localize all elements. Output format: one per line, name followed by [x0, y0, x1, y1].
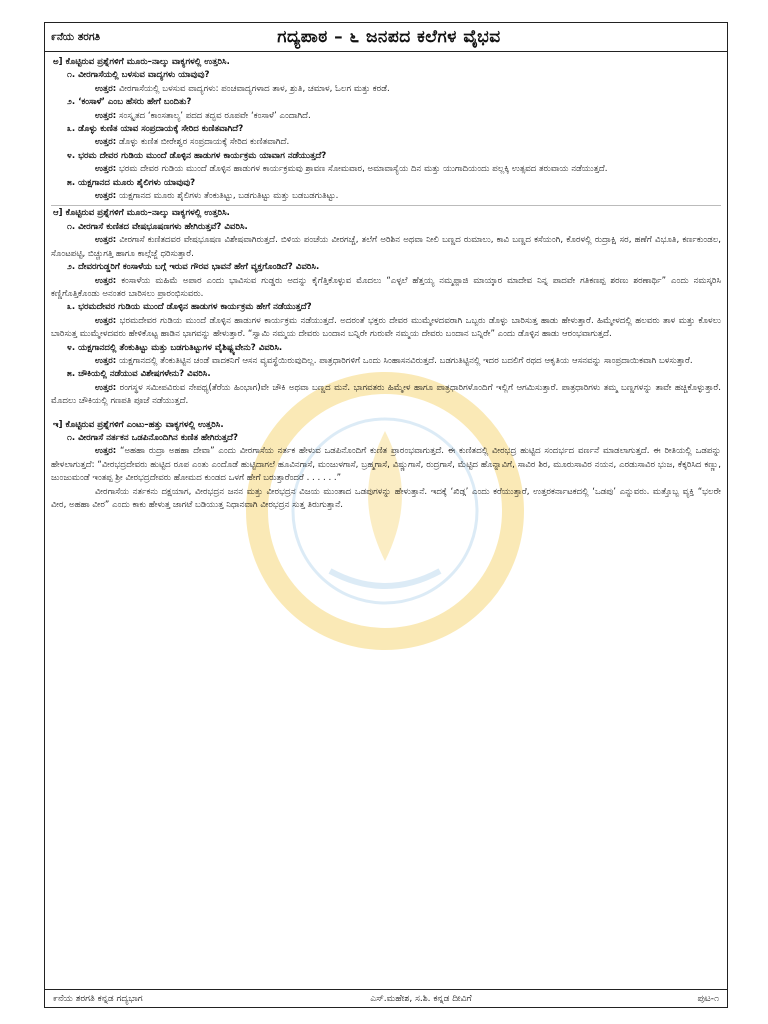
answer-label: ಉತ್ತರ:	[95, 235, 117, 246]
answer-text: ಕಂಸಾಳೆಯ ಮಹಿಮೆ ಅಪಾರ ಎಂದು ಭಾವಿಸುವ ಗುಡ್ಡರು ಅದನ್ನು ಕೈಗೆತ್ತಿಕೊಳ್ಳುವ ಮೊದಲು “ಎಳ್ಳಲೆ ಹೆತ್ತಯ್ಯ ನಮ್ಮಪ್ಪಾಜಿ ಮಾಯ್ಕಾರ ಮಾದೇವ ನಿನ್ನ ಪಾದವೇ ಗತಿಕಣಪ್ಪ ಶರಣು ಶರಣಾರ್ಥಿ” ಎಂದು ನಮಸ್ಕರಿಸಿ ಕಣ್ಣಿಗೊತ್ತಿಕೊಂಡು ಅನಂತರ ಬಾರಿಸಲು ಪ್ರಾರಂಭಿಸುವರು.	[51, 275, 722, 299]
answer-text: ಸಂಸ್ಕೃತದ ‘ಕಾಂಸತಾಲ್ಯ’ ಪದದ ತದ್ಭವ ರೂಪವೇ ‘ಕಂಸಾಳೆ’ ಎಂದಾಗಿದೆ.	[118, 110, 311, 121]
answer-label: ಉತ್ತರ:	[95, 382, 117, 393]
answer-text: ಭರಮ ದೇವರ ಗುಡಿಯ ಮುಂದೆ ಡೊಳ್ಳಿನ ಹಾಡುಗಳ ಕಾರ್ಯಕ್ರಮವು ಶ್ರಾವಣ ಸೋಮವಾರ, ಅಮಾವಾಸ್ಯೆಯ ದಿನ ಮತ್ತು ಯುಗಾದಿಯಂದು ಪಲ್ಲಕ್ಕಿ ಉತ್ಸವದ ತರುವಾಯ ನಡೆಯುತ್ತದೆ.	[118, 164, 608, 175]
question: ೩. ಡೊಳ್ಳು ಕುಣಿತ ಯಾವ ಸಂಪ್ರದಾಯಕ್ಕೆ ಸೇರಿದ ಕುಣಿತವಾಗಿದೆ?	[67, 124, 244, 135]
spacer	[51, 409, 721, 419]
answer	[51, 83, 721, 96]
answer	[51, 355, 721, 368]
worksheet-page	[44, 22, 728, 1008]
section-c-heading: ಇ] ಕೊಟ್ಟಿರುವ ಪ್ರಶ್ನೆಗಳಿಗೆ ಎಂಟು–ಹತ್ತು ವಾಕ್ಯಗಳಲ್ಲಿ ಉತ್ತರಿಸಿ.	[53, 419, 224, 430]
footer-center: ಎಸ್.ಮಹೇಶ, ಸ.ಶಿ. ಕನ್ನಡ ದೀವಿಗೆ	[370, 993, 472, 1004]
answer-text: ರಂಗಸ್ಥಳ ಸಮೀಪವಿರುವ ನೇಪಥ್ಯ(ತೆರೆಯ ಹಿಂಭಾಗ)ವೇ ಚೌಕಿ ಅಥವಾ ಬಣ್ಣದ ಮನೆ. ಭಾಗವತರು ಹಿಮ್ಮೇಳ ಹಾಗೂ ಪಾತ್ರಧಾರಿಗಳೊಂದಿಗೆ ಇಲ್ಲಿಗೆ ಆಗಮಿಸುತ್ತಾರೆ. ಪಾತ್ರಧಾರಿಗಳು ತಮ್ಮ ಬಣ್ಣಗಳನ್ನು ತಾವೇ ಹಚ್ಚಿಕೊಳ್ಳುತ್ತಾರೆ. ಮೊದಲು ಚೌಕಿಯಲ್ಲಿ ಗಣಪತಿ ಪೂಜೆ ನಡೆಯುತ್ತದೆ.	[51, 382, 722, 407]
answer	[51, 445, 721, 485]
question: ೨. ‘ಕಂಸಾಳೆ’ ಎಂಬ ಹೆಸರು ಹೇಗೆ ಬಂದಿತು?	[67, 97, 192, 108]
answer	[51, 382, 721, 409]
answer-text: ಯಕ್ಷಗಾನದಲ್ಲಿ ತೆಂಕುತಿಟ್ಟಿನ ಚಂಡೆ ವಾದಕನಿಗೆ ಆಸನ ವ್ಯವಸ್ಥೆಯಿರುವುದಿಲ್ಲ. ಪಾತ್ರಧಾರಿಗಳಿಗೆ ಒಂದು ಸಿಂಹಾಸನವಿರುತ್ತದೆ. ಬಡಗುತಿಟ್ಟಿನಲ್ಲಿ ಇದರ ಬದಲಿಗೆ ರಥದ ಆಕೃತಿಯ ಆಸನವನ್ನು ಸಾಂಪ್ರದಾಯಿಕವಾಗಿ ಬಳಸುತ್ತಾರೆ.	[118, 355, 693, 366]
footer-left: ೯ನೆಯ ತರಗತಿ ಕನ್ನಡ ಗದ್ಯಭಾಗ	[53, 993, 143, 1004]
answer-label: ಉತ್ತರ:	[95, 137, 117, 148]
answer	[51, 163, 721, 176]
answer-label: ಉತ್ತರ:	[95, 164, 117, 175]
page-number: ಪುಟ-೧	[697, 993, 719, 1004]
answer	[51, 110, 721, 123]
answer-text: ವೀರಗಾಸೆಯಲ್ಲಿ ಬಳಸುವ ವಾದ್ಯಗಳು: ಪಂಚವಾದ್ಯಗಳಾದ ತಾಳ, ಶ್ರುತಿ, ಚಮಾಳ, ಓಲಗ ಮತ್ತು ಕರಡೆ.	[118, 83, 390, 94]
answer-label: ಉತ್ತರ:	[95, 110, 117, 121]
question: ೫. ಚೌಕಿಯಲ್ಲಿ ನಡೆಯುವ ವಿಶೇಷಗಳೇನು? ವಿವರಿಸಿ.	[67, 369, 211, 380]
answer-continued: ವೀರಗಾಸೆಯ ನರ್ತಕನು ದಕ್ಷಯಾಗ, ವೀರಭದ್ರನ ಜನನ ಮತ್ತು ವೀರಭದ್ರನ ವಿಜಯ ಮುಂತಾದ ಒಡಪುಗಳನ್ನು ಹೇಳುತ್ತಾನೆ. ಇದಕ್ಕೆ ‘ಖಿಡ್ಗ’ ಎಂದು ಕರೆಯುತ್ತಾರೆ, ಉತ್ತರಕರ್ನಾಟಕದಲ್ಲಿ ‘ಒಡಪು’ ಎನ್ನುವರು. ಮತ್ತೊಬ್ಬ ವ್ಯಕ್ತಿ “ಭಲರೇ ವೀರ, ಅಹಹಾ ವೀರ” ಎಂದು ಕಾಕು ಹೇಳುತ್ತ ಜಾಗಟೆ ಬಡಿಯುತ್ತ ನಿಧಾನವಾಗಿ ವೀರಭದ್ರನ ಸುತ್ತ ತಿರುಗುತ್ತಾನೆ.	[51, 486, 721, 510]
page-header	[45, 23, 727, 52]
page-footer	[45, 989, 727, 1007]
question: ೫. ಯಕ್ಷಗಾನದ ಮೂರು ಶೈಲಿಗಳು ಯಾವುವು?	[67, 177, 196, 188]
answer-label: ಉತ್ತರ:	[95, 315, 117, 326]
answer-label: ಉತ್ತರ:	[95, 191, 117, 202]
answer-text: ಭರಮದೇವರ ಗುಡಿಯ ಮುಂದೆ ಡೊಳ್ಳಿನ ಹಾಡುಗಳ ಕಾರ್ಯಕ್ರಮ ನಡೆಯುತ್ತದೆ. ಅದರಂತೆ ಭಕ್ತರು ದೇವರ ಮುಮ್ಮೇಳದವರಾಗಿ ಒಬ್ಬರು ಡೊಳ್ಳು ಬಾರಿಸುತ್ತ ಹಾಡು ಹೇಳುತ್ತಾರೆ. ಹಿಮ್ಮೇಳದಲ್ಲಿ ಹಲವರು ತಾಳ ಮತ್ತು ಕೊಳಲು ಬಾರಿಸುತ್ತ ಮುಮ್ಮೇಳದವರು ಹೇಳಿಕೊಟ್ಟ ಹಾಡಿನ ಭಾಗವನ್ನು ಹೇಳುತ್ತಾರೆ. “ಸ್ವಾಮಿ ನಮ್ಮಯ ದೇವರು ಬಂದಾನ ಬನ್ನಿರೇ ಗುರುವೇ ನಮ್ಮಯ ದೇವರು ಬಂದಾನ ಬನ್ನಿರೇ” ಎಂದು ಡೊಳ್ಳಿನ ಹಾಡು ಆರಂಭವಾಗುತ್ತದೆ.	[51, 315, 721, 340]
answer	[51, 136, 721, 149]
answer-label: ಉತ್ತರ:	[95, 446, 117, 457]
answer-text: “ಅಹಹಾ ರುದ್ರಾ ಅಹಹಾ ದೇವಾ” ಎಂದು ವೀರಗಾಸೆಯ ನರ್ತಕ ಹೇಳುವ ಒಡಪಿನೊಂದಿಗೆ ಕುಣಿತ ಪ್ರಾರಂಭವಾಗುತ್ತದೆ. ಈ ಕುಣಿತದಲ್ಲಿ ವೀರಭದ್ರ ಹುಟ್ಟಿದ ಸಂದರ್ಭದ ವರ್ಣನೆ ಮಾಡಲಾಗುತ್ತದೆ. ಈ ರೀತಿಯಲ್ಲಿ ಒಡಪನ್ನು ಹೇಳಲಾಗುತ್ತದೆ: “ವೀರಭದ್ರದೇವರು ಹುಟ್ಟಿದ ರೂಪ ಎಂತು ಎಂದೊಡೆ ಹುಟ್ಟಿದಾಗಲೆ ಹೂವಿನಗಾಸೆ, ಮಂಜುಳಗಾಸೆ, ಬ್ರಹ್ಮಗಾಸೆ, ವಿಷ್ಣುಗಾಸೆ, ರುದ್ರಗಾಸೆ, ಮೆಟ್ಟಿದ ಹೊನ್ನಾವಿಗೆ, ಸಾವಿರ ಶಿರ, ಮೂರುಸಾವಿರ ನಯನ, ಎರಡುಸಾವಿರ ಭುಜ, ಕೆಕ್ಕರಿಸಿದ ಕಣ್ಣು, ಜುಂಜುಮಂಡೆ ಇಂತಪ್ಪ ಶ್ರೀ ವೀರಭದ್ರದೇವರು ಹೋಮದ ಕುಂಡದ ಒಳಗೆ ಹೇಗೆ ಬರುತ್ತಾರೆಂದರೆ . . . . . .”	[51, 446, 722, 484]
answer-label: ಉತ್ತರ:	[95, 275, 117, 286]
answer-text: ಡೊಳ್ಳು ಕುಣಿತ ಬೀರೇಶ್ವರ ಸಂಪ್ರದಾಯಕ್ಕೆ ಸೇರಿದ ಕುಣಿತವಾಗಿದೆ.	[118, 137, 290, 148]
section-a-heading: ಅ] ಕೊಟ್ಟಿರುವ ಪ್ರಶ್ನೆಗಳಿಗೆ ಮೂರು–ನಾಲ್ಕು ವಾಕ್ಯಗಳಲ್ಲಿ ಉತ್ತರಿಸಿ.	[53, 57, 230, 67]
page-content	[45, 52, 727, 512]
answer	[51, 315, 721, 342]
question: ೪. ಯಕ್ಷಗಾನದಲ್ಲಿ ತೆಂಕುತಿಟ್ಟು ಮತ್ತು ಬಡಗುತಿಟ್ಟುಗಳ ವೈಶಿಷ್ಟ್ಯವೇನು? ವಿವರಿಸಿ.	[67, 342, 283, 353]
page-title: ಗದ್ಯಪಾಠ – ೬ ಜನಪದ ಕಲೆಗಳ ವೈಭವ	[277, 27, 501, 47]
question: ೨. ದೇವರಗುಡ್ಡರಿಗೆ ಕಂಸಾಳೆಯ ಬಗ್ಗೆ ಇರುವ ಗೌರವ ಭಾವನೆ ಹೇಗೆ ವ್ಯಕ್ತಗೊಂಡಿದೆ? ವಿವರಿಸಿ.	[67, 262, 320, 273]
answer-label: ಉತ್ತರ:	[95, 83, 117, 94]
answer	[51, 275, 721, 302]
answer-label: ಉತ್ತರ:	[95, 355, 117, 366]
question: ೧. ವೀರಗಾಸೆ ನರ್ತಕನ ಒಡಪಿನೊಂದಿಗಿನ ಕುಣಿತ ಹೇಗಿರುತ್ತದೆ?	[67, 432, 238, 443]
question: ೧. ವೀರಗಾಸೆ ಕುಣಿತದ ವೇಷಭೂಷಣಗಳು ಹೇಗಿರುತ್ತವೆ? ವಿವರಿಸಿ.	[67, 221, 248, 232]
answer-text: ಯಕ್ಷಗಾನದ ಮೂರು ಶೈಲಿಗಳು ತೆಂಕುತಿಟ್ಟು, ಬಡಗುತಿಟ್ಟು ಮತ್ತು ಬಡಬಡಗುತಿಟ್ಟು.	[118, 191, 339, 202]
question: ೩. ಭರಮದೇವರ ಗುಡಿಯ ಮುಂದೆ ಡೊಳ್ಳಿನ ಹಾಡುಗಳ ಕಾರ್ಯಕ್ರಮ ಹೇಗೆ ನಡೆಯುತ್ತದೆ?	[67, 302, 312, 313]
question: ೪. ಭರಮ ದೇವರ ಗುಡಿಯ ಮುಂದೆ ಡೊಳ್ಳಿನ ಹಾಡುಗಳ ಕಾರ್ಯಕ್ರಮ ಯಾವಾಗ ನಡೆಯುತ್ತದೆ?	[67, 150, 327, 161]
answer-text: ವೀರಗಾಸೆ ಕುಣಿತದವರ ವೇಷಭೂಷಣ ವಿಶೇಷವಾಗಿರುತ್ತದೆ. ಬಿಳಿಯ ಪಂಚೆಯ ವೀರಗಚ್ಚೆ, ತಲೆಗೆ ಅರಿಶಿನ ಅಥವಾ ನೀಲಿ ಬಣ್ಣದ ರುಮಾಲು, ಕಾವಿ ಬಣ್ಣದ ಕಸೆಯಂಗಿ, ಕೊರಳಲ್ಲಿ ರುದ್ರಾಕ್ಷಿ ಸರ, ಹಣೆಗೆ ವಿಭೂತಿ, ಕರ್ಣಕುಂಡಲ, ಸೊಂಟಪಟ್ಟಿ, ಬಿಚ್ಚುಗತ್ತಿ ಹಾಗೂ ಕಾಲ್ಗೆಜ್ಜೆ ಧರಿಸುತ್ತಾರೆ.	[51, 235, 721, 259]
section-divider	[51, 205, 721, 206]
section-b-heading: ಆ] ಕೊಟ್ಟಿರುವ ಪ್ರಶ್ನೆಗಳಿಗೆ ಮೂರು–ನಾಲ್ಕು ವಾಕ್ಯಗಳಲ್ಲಿ ಉತ್ತರಿಸಿ.	[53, 208, 230, 219]
answer	[51, 234, 721, 261]
class-label: ೯ನೆಯ ತರಗತಿ	[51, 30, 101, 43]
question: ೧. ವೀರಗಾಸೆಯಲ್ಲಿ ಬಳಸುವ ವಾದ್ಯಗಳು ಯಾವುವು?	[67, 70, 210, 81]
answer	[51, 190, 721, 203]
